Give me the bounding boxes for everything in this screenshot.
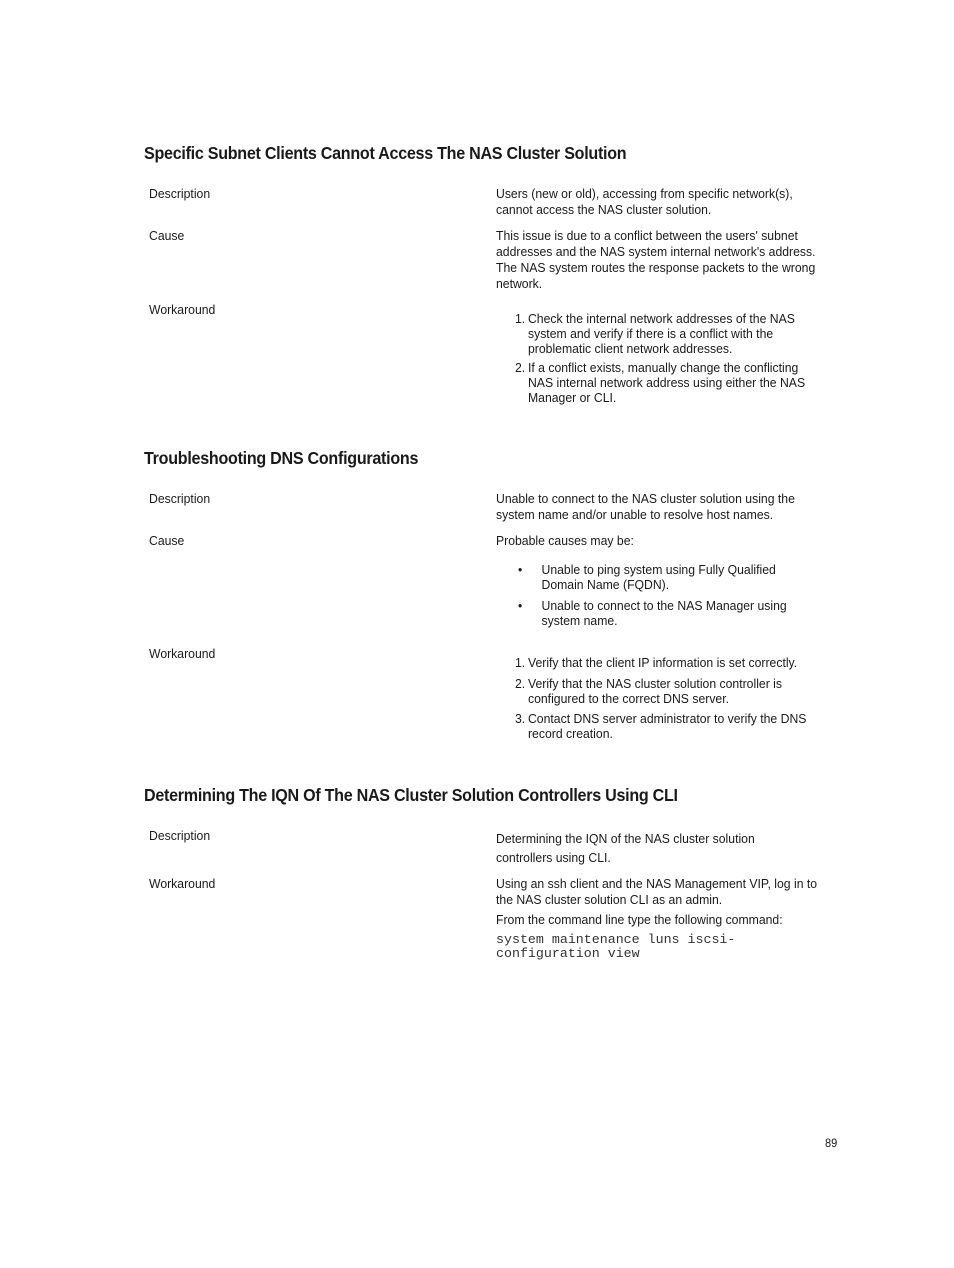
list-item-text: Unable to ping system using Fully Qualified Domain Name (FQDN). — [541, 562, 776, 592]
list-number: 3. — [514, 711, 526, 726]
workaround-text: Using an ssh client and the NAS Management VIP, log in to the NAS cluster solution CLI as an admin. — [496, 876, 818, 907]
list-number: 1. — [514, 655, 526, 670]
workaround-label: Workaround — [149, 876, 216, 891]
cause-label: Cause — [149, 533, 185, 548]
command-line: system maintenance luns iscsi- — [496, 932, 736, 947]
section-heading-iqn: Determining The IQN Of The NAS Cluster Solution Controllers Using CLI — [144, 785, 678, 805]
bullet-icon: • — [518, 562, 523, 577]
list-number: 2. — [514, 360, 526, 375]
description-text: Users (new or old), accessing from specific network(s), cannot access the NAS cluster solution. — [496, 186, 793, 217]
workaround-label: Workaround — [149, 302, 216, 317]
page-number: 89 — [825, 1136, 838, 1150]
list-number: 1. — [514, 311, 526, 326]
description-text: Unable to connect to the NAS cluster solution using the system name and/or unable to resolve host names. — [496, 491, 795, 522]
description-label: Description — [149, 491, 211, 506]
section-heading-subnet-clients: Specific Subnet Clients Cannot Access The NAS Cluster Solution — [144, 143, 627, 163]
workaround-label: Workaround — [149, 646, 216, 661]
list-item-text: Unable to connect to the NAS Manager using system name. — [541, 598, 787, 628]
cause-text: This issue is due to a conflict between the users' subnet addresses and the NAS system internal network's address. The NAS system routes the response packets to the wrong network. — [496, 228, 816, 291]
list-item-text: Verify that the NAS cluster solution controller is configured to the correct DNS server. — [527, 676, 783, 706]
cause-intro: Probable causes may be: — [496, 533, 634, 548]
description-label: Description — [149, 828, 211, 843]
workaround-instruction: From the command line type the following command: — [496, 912, 783, 927]
cause-label: Cause — [149, 228, 185, 243]
bullet-icon: • — [518, 598, 523, 613]
list-item-text: Check the internal network addresses of the NAS system and verify if there is a conflict with the problematic client network addresses. — [527, 311, 795, 356]
list-item-text: Contact DNS server administrator to verify the DNS record creation. — [527, 711, 807, 741]
section-heading-dns: Troubleshooting DNS Configurations — [144, 448, 419, 468]
list-item-text: If a conflict exists, manually change the conflicting NAS internal network address using either the NAS Manager or CLI. — [527, 360, 806, 405]
list-item-text: Verify that the client IP information is set correctly. — [527, 655, 798, 670]
description-text: Determining the IQN of the NAS cluster solution controllers using CLI. — [496, 831, 755, 865]
command-line: configuration view — [496, 946, 640, 961]
description-label: Description — [149, 186, 211, 201]
list-number: 2. — [514, 676, 526, 691]
